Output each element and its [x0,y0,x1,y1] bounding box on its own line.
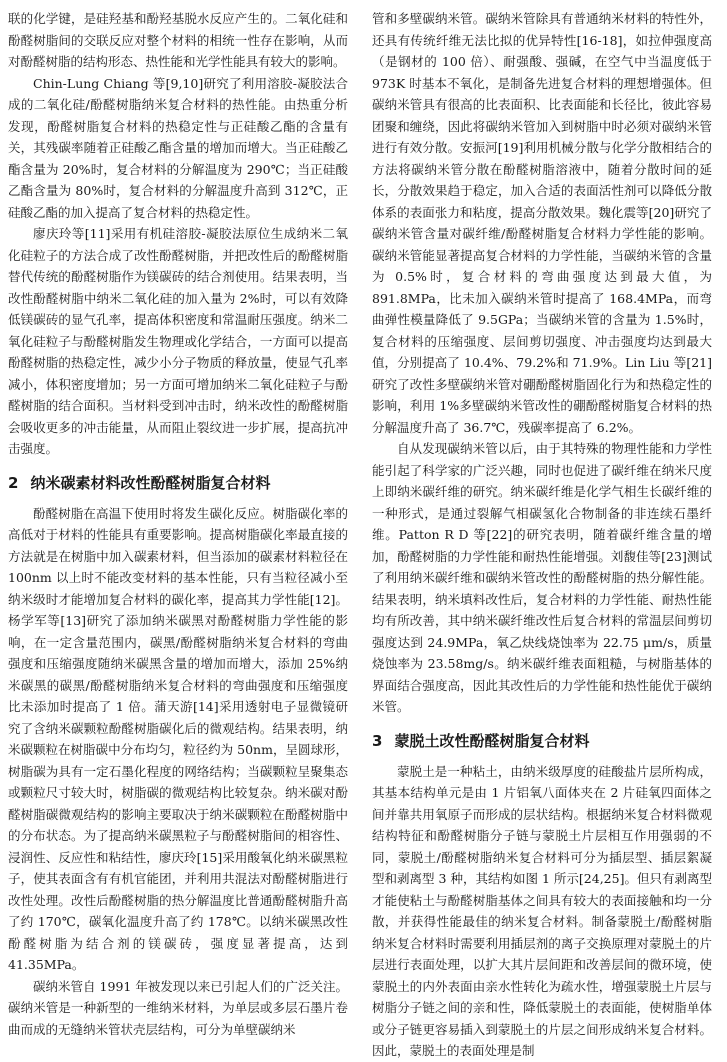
paragraph: 廖庆玲等[11]采用有机硅溶胶-凝胶法原位生成纳米二氧化硅粒子的方法合成了改性酚醛树脂，并把改性后的酚醛树脂替代传统的酚醛树脂作为镁碳砖的结合剂使用。结果表明，当改性酚醛树脂中纳米二氧化硅的加入量为 2%时，可以有效降低镁碳砖的显气孔率，提高体积密度和常温耐压强度。纳米二氧化硅粒子与酚醛树脂发生物理或化学结合，一方面可以提高酚醛树脂的热稳定性，减少小分子物质的释放量，使显气孔率减小，体积密度增加；另一方面可增加纳米二氧化硅粒子与酚醛树脂的结合面积。当材料受到冲击时，纳米改性的酚醛树脂会吸收更多的冲击能量，从而阻止裂纹进一步扩展，提高抗冲击强度。 [8,226,348,456]
right-column [372,8,712,1062]
paragraph: 自从发现碳纳米管以后，由于其特殊的物理性能和力学性能引起了科学家的广泛兴趣，同时也促进了碳纤维在纳米尺度上即纳米碳纤维的研究。纳米碳纤维是化学气相生长碳纤维的一种形式，是通过裂解气相碳氢化合物制备的非连续石墨纤维。Patton R D 等[22]的研究表明，随着碳纤维含量的增加，酚醛树脂的力学性能和耐热性能增强。刘馥佳等[23]测试了利用纳米碳纤维和碳纳米管改性的酚醛树脂的热分解性能。结果表明，纳米填料改性后，复合材料的力学性能、耐热性能均有所改善，其中纳米碳纤维改性后复合材料的常温层间剪切强度达到 24.9MPa，氧乙炔线烧蚀率为 22.75 μm/s，质量烧蚀率为 23.58mg/s。纳米碳纤维表面粗糙，与树脂基体的界面结合强度高，因此其改性后的力学性能和热性能优于碳纳米管。 [372,441,712,714]
section-heading [372,730,712,751]
paragraph: 联的化学键，是硅羟基和酚羟基脱水反应产生的。二氧化硅和酚醛树脂间的交联反应对整个材料的相统一性存在影响，从而对酚醛树脂的结构形态、热性能和光学性能具有较大的影响。 [8,11,348,69]
paragraph: 酚醛树脂在高温下使用时将发生碳化反应。树脂碳化率的高低对于材料的性能具有重要影响。提高树脂碳化率最直接的方法就是在树脂中加入碳素材料，但当添加的碳素材料粒径在 100nm 以上时不能改变材料的基本性能，只有当粒径减小至纳米级时才能增加复合材料的碳化率，提高其力学性能[12]。杨学军等[13]研究了添加纳米碳黑对酚醛树脂力学性能的影响，在一定含量范围内，碳黑/酚醛树脂纳米复合材料的弯曲强度和压缩强度随纳米碳黑含量的增加而增大，添加 25%纳米碳黑的碳黑/酚醛树脂纳米复合材料的弯曲强度和压缩强度比未添加时提高了 1 倍。蒲天游[14]采用透射电子显微镜研究了含纳米碳颗粒酚醛树脂碳化后的微观结构。结果表明，纳米碳颗粒在树脂碳中分布均匀，粒径约为 50nm，呈圆球形，树脂碳为具有一定石墨化程度的网络结构；当碳颗粒呈聚集态或颗粒尺寸较大时，树脂碳的微观结构比较复杂。纳米碳对酚醛树脂碳微观结构的影响主要取决于纳米碳颗粒在酚醛树脂中的分布状态。为了提高纳米碳黑粒子与酚醛树脂间的相容性、浸润性、反应性和粘结性，廖庆玲[15]采用酸氧化纳米碳黑粒子，使其表面含有有机官能团，并利用共混法对酚醛树脂进行改性处理。改性后酚醛树脂的热分解温度比普通酚醛树脂升高了约 170℃，碳氧化温度升高了约 178℃。以纳米碳黑改性酚醛树脂为结合剂的镁碳砖，强度显著提高，达到 41.35MPa。 [8,505,348,972]
section-title: 纳米碳素材料改性酚醛树脂复合材料 [30,473,271,492]
paragraph: 碳纳米管自 1991 年被发现以来已引起人们的广泛关注。碳纳米管是一种新型的一维纳米材料，为单层或多层石墨片卷曲而成的无缝纳米管状壳层结构，可分为单壁碳纳米 [8,978,348,1037]
left-column [8,8,348,1040]
section-heading [8,472,348,493]
paragraph: 蒙脱土是一种粘土，由纳米级厚度的硅酸盐片层所构成，其基本结构单元是由 1 片铝氧八面体夹在 2 片硅氧四面体之间并靠共用氧原子而形成的层状结构。根据纳米复合材料微观结构特征和酚醛树脂分子链与蒙脱土片层相互作用强弱的不同，蒙脱土/酚醛树脂纳米复合材料可分为插层型、插层絮凝型和剥离型 3 种，其结构如图 1 所示[24,25]。但只有剥离型才能使粘土与酚醛树脂基体之间具有较大的表面接触和均一分散，并获得性能最佳的纳米复合材料。制备蒙脱土/酚醛树脂纳米复合材料时需要利用插层剂的离子交换原理对蒙脱土的片层进行表面处理，以扩大其片层间距和改善层间的微环境，使蒙脱土的内外表面由亲水性转化为疏水性，增强蒙脱土片层与树脂分子链之间的亲和性，降低蒙脱土的表面能，使树脂单体或分子链更容易插入到蒙脱土的片层之间形成纳米复合材料。因此，蒙脱土的表面处理是制 [372,763,712,1058]
paragraph: 管和多壁碳纳米管。碳纳米管除具有普通纳米材料的特性外，还具有传统纤维无法比拟的优异特性[16-18]，如拉伸强度高（是钢材的 100 倍）、耐强酸、强碱，在空气中当温度低于 973K 时基本不氧化，是制备先进复合材料的理想增强体。但碳纳米管具有很高的比表面积、比表面能和长径比，彼此容易团聚和缠绕，因此将碳纳米管加入到树脂中时必须对碳纳米管进行有效分散。安振河[19]利用机械分散与化学分散相结合的方法将碳纳米管分散在酚醛树脂溶液中，随着分散时间的延长，分散效果趋于稳定，加入合适的表面活性剂可以降低分散体系的表面张力和粘度，提高分散效果。魏化震等[20]研究了碳纳米管含量对碳纤维/酚醛树脂复合材料力学性能的影响。碳纳米管能显著提高复合材料的力学性能，当碳纳米管的含量为 0.5%时，复合材料的弯曲强度达到最大值，为 891.8MPa，比未加入碳纳米管时提高了 168.4MPa，而弯曲弹性模量降低了 9.5GPa；当碳纳米管的含量为 1.5%时，复合材料的压缩强度、层间剪切强度、冲击强度均达到最大值，分别提高了 10.4%、79.2%和 71.9%。Lin Liu 等[21]研究了改性多壁碳纳米管对硼酚醛树脂固化行为和热稳定性的影响，利用 1%多壁碳纳米管改性的硼酚醛树脂复合材料的热分解温度升高了 36.7℃，残碳率提高了 6.2%。 [372,11,712,435]
paragraph: Chin-Lung Chiang 等[9,10]研究了利用溶胶-凝胶法合成的二氧化硅/酚醛树脂纳米复合材料的热性能。由热重分析发现，酚醛树脂复合材料的热稳定性与正硅酸乙酯的含量有关，其残碳率随着正硅酸乙酯含量的增加而增大。当正硅酸乙酯含量为 20%时，复合材料的分解温度为 290℃；当正硅酸乙酯含量为 80%时，复合材料的分解温度升高到 312℃，正硅酸乙酯的加入提高了复合材料的热稳定性。 [8,75,348,220]
section-number: 2 [8,473,19,492]
section-title: 蒙脱土改性酚醛树脂复合材料 [394,731,590,750]
section-number: 3 [372,731,383,750]
